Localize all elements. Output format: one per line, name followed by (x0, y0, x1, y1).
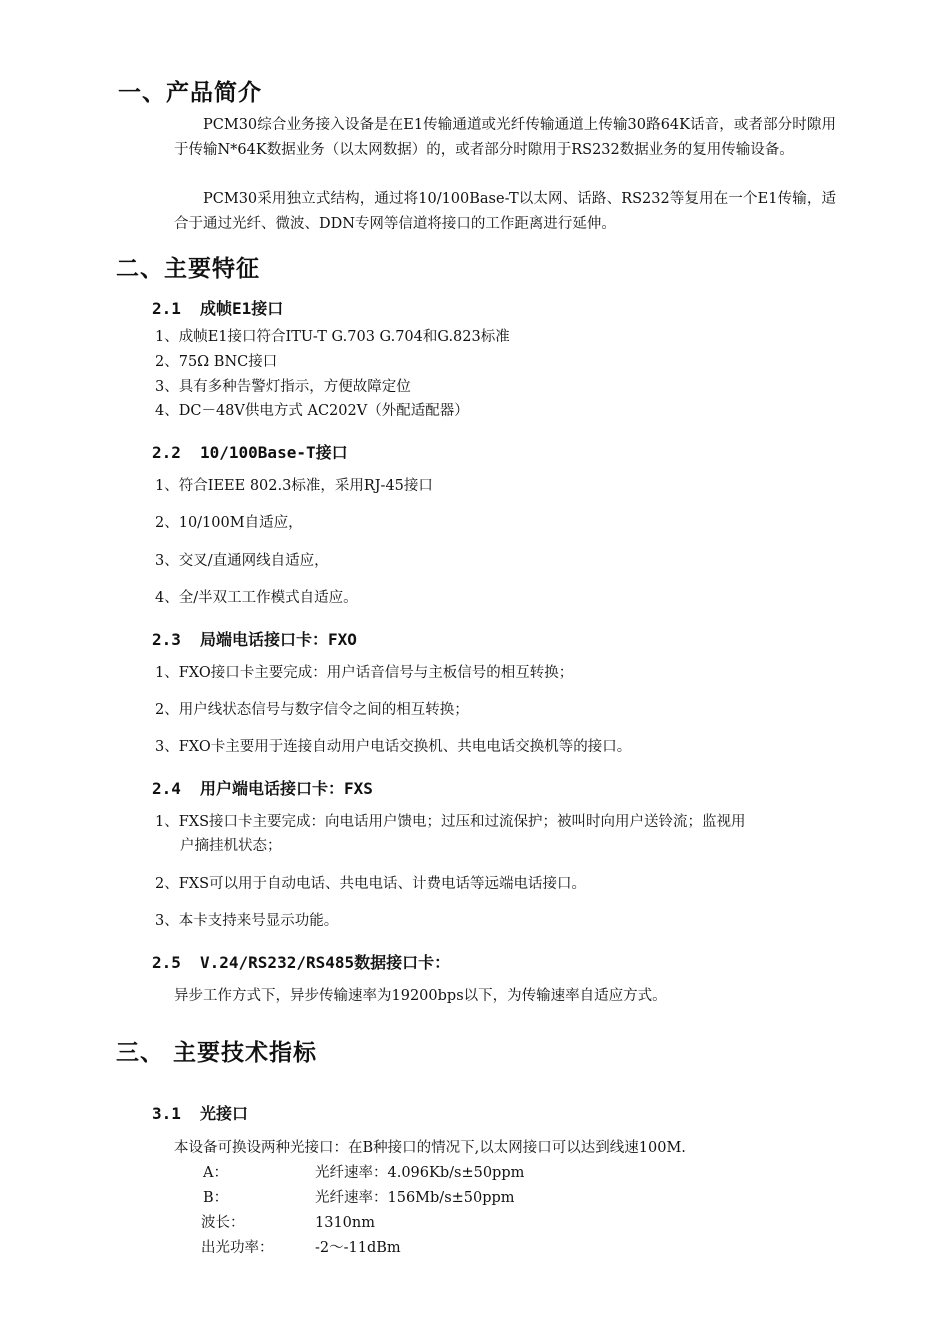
paragraph-optical-intro: 本设备可换设两种光接口：在B种接口的情况下,以太网接口可以达到线速100M. (174, 1140, 686, 1156)
list-item: 3、交叉/直通网线自适应， (155, 553, 329, 569)
paragraph-async-rate: 异步工作方式下，异步传输速率为19200bps以下，为传输速率自适应方式。 (174, 988, 667, 1004)
spec-value: 光纤速率：156Mb/s±50ppm (315, 1190, 515, 1206)
list-item: 1、符合IEEE 802.3标准，采用RJ-45接口 (155, 478, 433, 494)
spec-value: 光纤速率：4.096Kb/s±50ppm (315, 1165, 525, 1181)
spec-value: -2～-11dBm (315, 1240, 401, 1256)
subsection-number: 2.2 (152, 443, 181, 462)
subsection-heading-3-1 (152, 1101, 248, 1124)
subsection-number: 2.3 (152, 630, 181, 649)
subsection-title: 成帧E1接口 (200, 299, 284, 318)
subsection-title: 10/100Base-T接口 (200, 443, 348, 462)
subsection-number: 2.4 (152, 779, 181, 798)
list-item: 1、成帧E1接口符合ITU-T G.703 G.704和G.823标准 (155, 329, 510, 345)
spec-key: A： (203, 1165, 228, 1181)
list-item: 2、75Ω BNC接口 (155, 354, 278, 370)
spec-value: 1310nm (315, 1215, 375, 1231)
subsection-heading-2-5 (152, 950, 450, 973)
paragraph-intro-2: PCM30采用独立式结构，通过将10/100Base-T以太网、话路、RS232等复用在一个E1传输，适合于通过光纤、微波、DDN专网等信道将接口的工作距离进行延伸。 (174, 191, 836, 232)
subsection-heading-2-3 (152, 627, 357, 650)
section-heading-product-intro: 一、产品简介 (118, 80, 262, 106)
list-item: 2、用户线状态信号与数字信令之间的相互转换； (155, 702, 469, 718)
section-heading-main-features: 二、主要特征 (116, 256, 260, 282)
paragraph-intro-1: PCM30综合业务接入设备是在E1传输通道或光纤传输通道上传输30路64K话音，或者部分时隙用于传输N*64K数据业务（以太网数据）的，或者部分时隙用于RS232数据业务的复用传输设备。 (174, 117, 836, 158)
spec-key: 波长： (201, 1215, 245, 1231)
subsection-title: 局端电话接口卡：FXO (200, 630, 357, 649)
list-item: 2、10/100M自适应， (155, 515, 303, 531)
subsection-number: 2.5 (152, 953, 181, 972)
spec-key: 出光功率： (201, 1240, 274, 1256)
subsection-heading-2-2 (152, 440, 348, 463)
spec-key: B： (203, 1190, 229, 1206)
list-item: 3、本卡支持来号显示功能。 (155, 913, 339, 929)
section-heading-tech-specs: 三、 主要技术指标 (116, 1040, 318, 1066)
list-item: 3、FXO卡主要用于连接自动用户电话交换机、共电电话交换机等的接口。 (155, 739, 632, 755)
list-item: 3、具有多种告警灯指示，方便故障定位 (155, 379, 411, 395)
subsection-number: 2.1 (152, 299, 181, 318)
list-item: 4、DC－48V供电方式 AC202V（外配适配器） (155, 403, 469, 419)
subsection-title: 用户端电话接口卡：FXS (200, 779, 373, 798)
subsection-heading-2-4 (152, 776, 373, 799)
list-item: 1、FXO接口卡主要完成：用户话音信号与主板信号的相互转换； (155, 665, 574, 681)
subsection-number: 3.1 (152, 1104, 181, 1123)
subsection-title: V.24/RS232/RS485数据接口卡： (200, 953, 451, 972)
subsection-title: 光接口 (200, 1104, 249, 1123)
list-item-continuation: 户摘挂机状态； (180, 838, 282, 854)
list-item: 2、FXS可以用于自动电话、共电电话、计费电话等远端电话接口。 (155, 876, 587, 892)
subsection-heading-2-1 (152, 296, 283, 319)
list-item: 1、FXS接口卡主要完成：向电话用户馈电；过压和过流保护；被叫时向用户送铃流；监视用 (155, 814, 746, 830)
list-item: 4、全/半双工工作模式自适应。 (155, 590, 358, 606)
